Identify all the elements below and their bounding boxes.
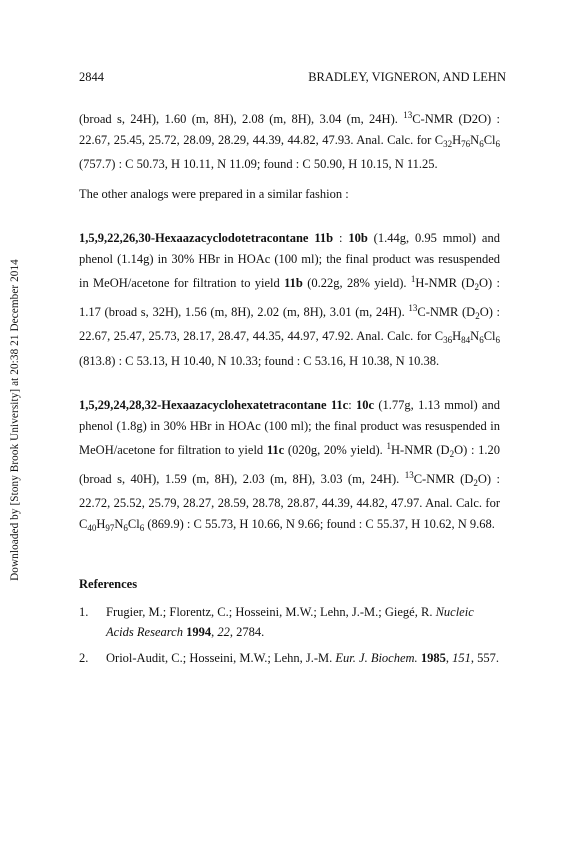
references-heading: References: [79, 577, 138, 591]
compound-11c-name: 1,5,29,24,28,32-Hexaazacyclohexatetracontane 11c: [79, 398, 349, 412]
analogs-note: The other analogs were prepared in a similar fashion :: [79, 186, 349, 201]
reference-text: Oriol-Audit, C.; Hosseini, M.W.; Lehn, J.-M. Eur. J. Biochem. 1985, 151, 557.: [106, 650, 499, 665]
article-body: [79, 105, 500, 673]
reference-item: [79, 602, 500, 643]
download-watermark: [4, 200, 26, 640]
compound-11b-paragraph: 1,5,9,22,26,30-Hexaazacyclodotetracontane 11b : 10b (1.44g, 0.95 mmol) and phenol (1.14g) in 30% HBr in HOAc (100 ml); the final product was resuspended in MeOH/acetone for filtration to yield 11b (0.22g, 28% yield). $^1$H-NMR $(D_2O)$ : 1.17 (broad s, 32H), 1.56 (m, 8H), 2.02 (m, 8H), 3.01 (m, 24H). $^{13}$C-NMR $(D_2O)$ : 22.67, 25.47, 25.73, 28.17, 28.47, 44.35, 44.97, 47.92. Anal. Calc. for $C_{36}H_{84}N_6Cl_6$ (813.8) : C 53.13, H 10.40, N 10.33; found : C 53.16, H 10.38, N 10.38.: [79, 231, 501, 368]
page-header: [79, 70, 506, 85]
running-title: BRADLEY, VIGNERON, AND LEHN: [308, 70, 506, 84]
page-number: 2844: [79, 70, 104, 84]
compound-11b-name: 1,5,9,22,26,30-Hexaazacyclodotetracontane 11b: [79, 231, 334, 245]
reference-number: 2.: [79, 650, 89, 665]
download-watermark-text: Downloaded by [Stony Brook University] at 20:38 21 December 2014: [9, 259, 21, 581]
reference-number: 1.: [79, 604, 89, 619]
reference-text: Frugier, M.; Florentz, C.; Hosseini, M.W.; Lehn, J.-M.; Giegé, R. Nucleic Acids Research 1994, 22, 2784.: [106, 604, 474, 639]
reference-item: [79, 648, 500, 669]
nmr-continuation-paragraph: (broad s, 24H), 1.60 (m, 8H), 2.08 (m, 8H), 3.04 (m, 24H). $^{13}$C-NMR (D2O) : 22.67, 25.45, 25.72, 28.09, 28.29, 44.39, 44.82, 47.93. Anal. Calc. for $C_{32}H_{76}N_6Cl_6$ (757.7) : C 50.73, H 10.11, N 11.09; found : C 50.90, H 10.15, N 11.25.: [79, 110, 500, 171]
compound-11c-paragraph: 1,5,29,24,28,32-Hexaazacyclohexatetracontane 11c: 10c (1.77g, 1.13 mmol) and phenol (1.8g) in 30% HBr in HOAc (100 ml); the final product was resuspended in MeOH/acetone for filtration to yield 11c (020g, 20% yield). $^1$H-NMR $(D_2O)$ : 1.20 (broad s, 40H), 1.59 (m, 8H), 2.03 (m, 8H), 3.03 (m, 24H). $^{13}$C-NMR $(D_2O)$ : 22.72, 25.52, 25.79, 28.27, 28.59, 28.78, 28.87, 44.39, 44.82, 47.97. Anal. Calc. for $C_{40}H_{97}N_6Cl_6$ (869.9) : C 55.73, H 10.66, N 9.66; found : C 55.37, H 10.62, N 9.68.: [79, 398, 501, 533]
